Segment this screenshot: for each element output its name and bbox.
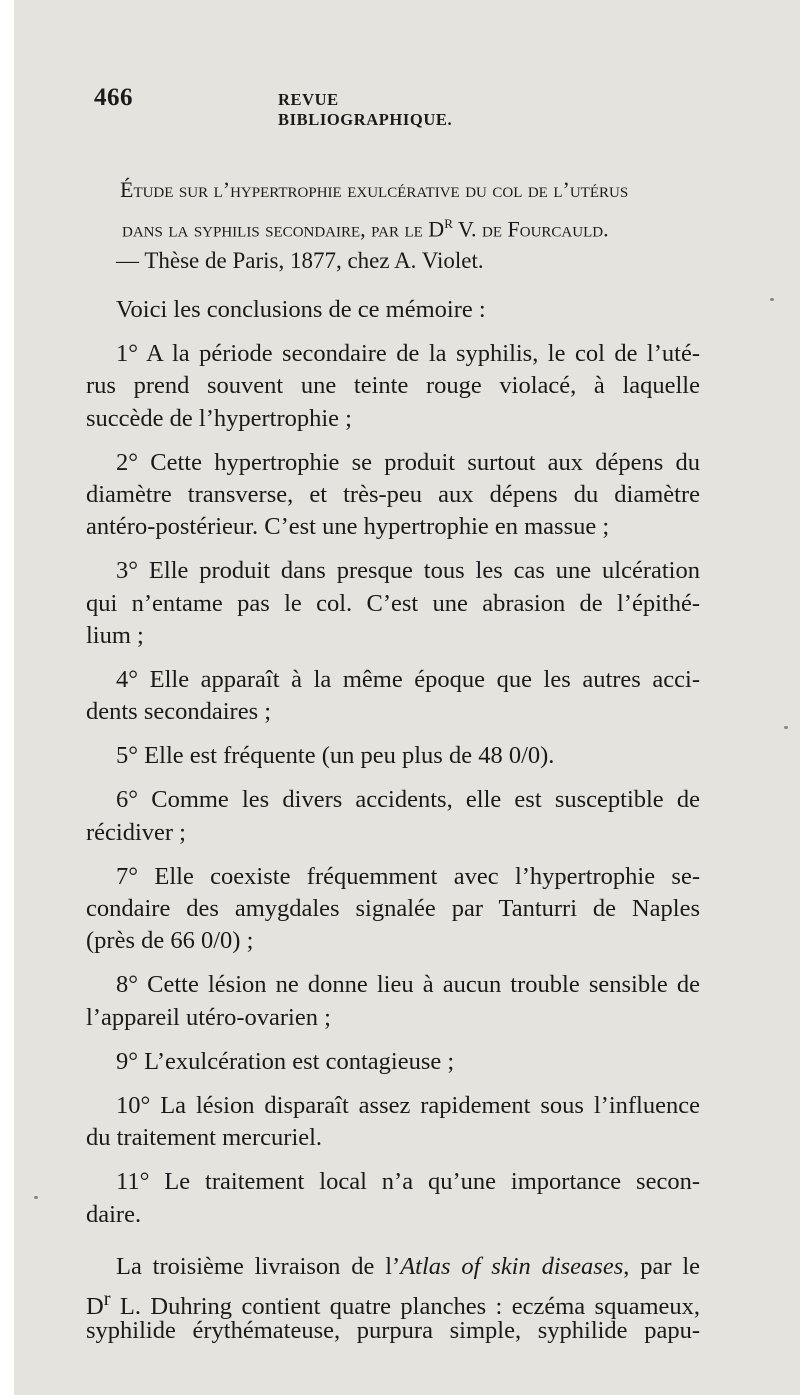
conclusion-10-line: 10° La lésion disparaît assez rapidement sous l’influence <box>116 1091 700 1119</box>
conclusion-2-line: antéro-postérieur. C’est une hypertrophie en massue ; <box>86 513 610 541</box>
conclusion-11-line: 11° Le traitement local n’a qu’une importance secon- <box>116 1168 700 1196</box>
conclusion-9-line: 9° L’exulcération est contagieuse ; <box>116 1047 455 1075</box>
conclusion-2-line: diamètre transverse, et très-peu aux dépens du diamètre <box>86 480 700 508</box>
page-number: 466 <box>94 84 133 111</box>
spacer <box>86 1154 700 1166</box>
spacer <box>86 435 700 447</box>
title-line-2 <box>122 206 722 245</box>
spacer <box>86 326 700 338</box>
title-line-2-suffix: V. de Fourcauld. <box>452 216 609 242</box>
conclusion-7-line: (près de 66 0/0) ; <box>86 927 254 955</box>
conclusion-4-line: 4° Elle apparaît à la même époque que les autres acci- <box>116 665 700 693</box>
running-head: REVUE BIBLIOGRAPHIQUE. <box>278 90 453 129</box>
conclusion-2-line: 2° Cette hypertrophie se produit surtout aux dépens du <box>116 448 700 476</box>
conclusion-6-line: 6° Comme les divers accidents, elle est susceptible de <box>116 786 700 814</box>
title-line-1: Étude sur l’hypertrophie exulcérative du col de l’utérus <box>120 177 629 202</box>
atlas-line-1-before: La troisième livraison de l’ <box>116 1252 401 1280</box>
conclusion-1-line: 1° A la période secondaire de la syphilis, le col de l’uté- <box>116 340 700 368</box>
body-text <box>86 294 700 1347</box>
paper-speck <box>34 1196 38 1199</box>
paper-speck <box>784 726 788 729</box>
intro-line: Voici les conclusions de ce mémoire : <box>116 296 486 323</box>
atlas-line-2-suffix: L. Duhring contient quatre planches : eczéma squameux, <box>110 1293 700 1321</box>
conclusion-10-line: du traitement mercuriel. <box>86 1124 323 1152</box>
conclusion-8-line: 8° Cette lésion ne donne lieu à aucun trouble sensible de <box>116 971 700 999</box>
paper-speck <box>770 298 774 301</box>
atlas-line-3: syphilide érythémateuse, purpura simple, syphilide papu- <box>86 1317 700 1345</box>
spacer <box>86 957 700 969</box>
conclusion-7-line: condaire des amygdales signalée par Tanturri de Naples <box>86 895 700 922</box>
title-line-2-sup: r <box>444 212 453 232</box>
page-header <box>94 84 514 129</box>
conclusion-5-line: 5° Elle est fréquente (un peu plus de 48 0/0). <box>116 742 555 770</box>
atlas-line-1-after: , par le <box>623 1252 701 1280</box>
spacer <box>86 772 700 784</box>
atlas-line-1 <box>86 1251 700 1283</box>
conclusion-3-line: 3° Elle produit dans presque tous les cas une ulcération <box>116 557 700 585</box>
title-line-3: — Thèse de Paris, 1877, chez A. Violet. <box>116 248 484 274</box>
article-title <box>82 174 722 277</box>
conclusion-8-line: l’appareil utéro-ovarien ; <box>86 1003 331 1031</box>
conclusion-3-line: lium ; <box>86 621 144 649</box>
conclusion-7-line: 7° Elle coexiste fréquemment avec l’hypertrophie se- <box>116 862 700 890</box>
conclusion-4-line: dents secondaires ; <box>86 698 272 726</box>
spacer <box>86 652 700 664</box>
spacer <box>86 728 700 740</box>
atlas-line-2-sup: r <box>103 1287 111 1310</box>
conclusion-3-line: qui n’entame pas le col. C’est une abrasion de l’épithé- <box>86 589 700 617</box>
atlas-title: Atlas of skin diseases <box>400 1252 624 1280</box>
spacer <box>86 1078 700 1090</box>
atlas-line-2-prefix: D <box>86 1293 104 1321</box>
title-line-2-prefix: dans la syphilis secondaire, par le D <box>122 216 445 242</box>
conclusion-1-line: rus prend souvent une teinte rouge violacé, à laquelle <box>86 372 700 400</box>
atlas-line-2 <box>86 1283 700 1321</box>
conclusion-11-line: daire. <box>86 1200 142 1228</box>
page-edge <box>0 0 14 1395</box>
conclusion-1-line: succède de l’hypertrophie ; <box>86 404 352 432</box>
conclusion-6-line: récidiver ; <box>86 818 186 846</box>
spacer <box>86 1231 700 1251</box>
spacer <box>86 849 700 861</box>
spacer <box>86 543 700 555</box>
spacer <box>86 1034 700 1046</box>
